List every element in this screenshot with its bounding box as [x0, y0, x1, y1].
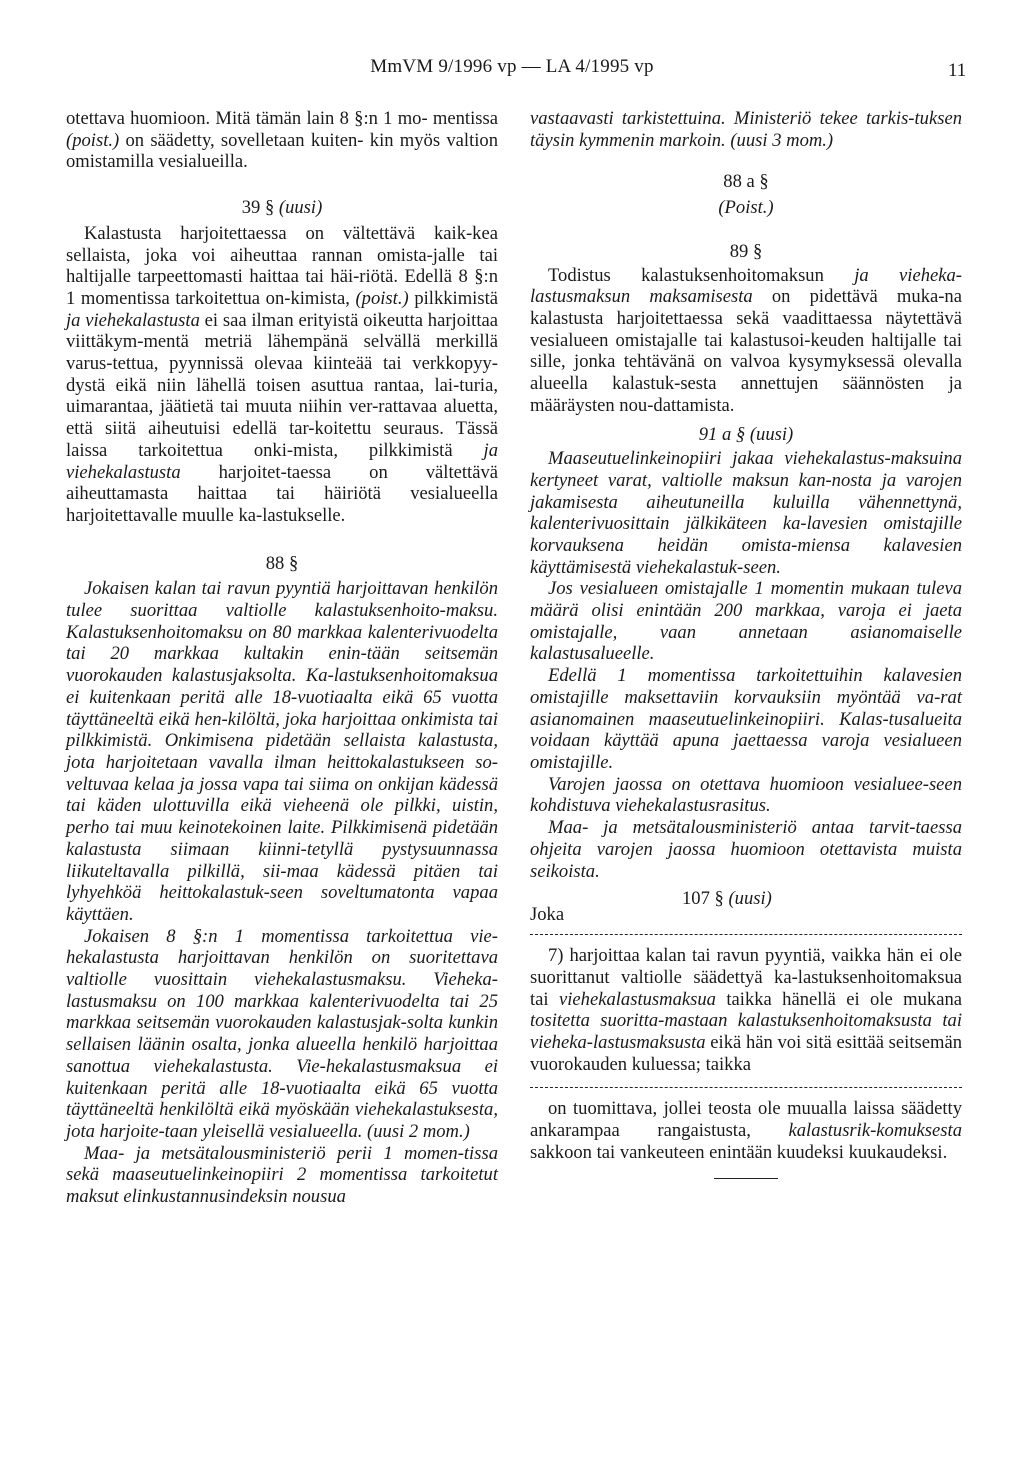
page-header [0, 56, 1024, 78]
item-7-text [530, 945, 962, 1075]
amended-text: tositetta suoritta-mastaan kalastuksenhoitomaksusta tai viehekа-lastusmaksusta [530, 1010, 962, 1054]
text-run: harjoitet-taessa on vältettävä aiheuttamasta haittaa tai häiriötä vesialueella harjoitettavalle muulle ka-lastukselle. [66, 461, 498, 526]
intro-deletion-note: (poist.) [66, 129, 120, 151]
section-88-heading: 88 § [265, 552, 299, 574]
omission-dashes [530, 1087, 962, 1088]
section-89-text [530, 265, 962, 417]
page-number: 11 [948, 60, 967, 81]
section-88-continuation: vastaavasti tarkistettuina. Ministeriö tekee tarkis-tuksen täysin kymmenin markoin. (uusi 3 mom.) [530, 108, 962, 151]
section-91a-paragraph-5: Maa- ja metsätalousministeriö antaa tarvit-taessa ohjeita varojen jaossa huomioon otettavista muista seikoista. [530, 817, 962, 882]
section-88-paragraph-2: Jokaisen 8 §:n 1 momentissa tarkoitettua vie-hekalastusta harjoittavan henkilön on suoritettava valtiolle vuosittain viehekalastusmaksu. Viehekа-lastusmaksu on 100 markkaa kalenterivuodelta tai 25 markkaa seitsemän vuorokauden kalastusjak-solta kunkin sellaisen läänin osalta, jonka alueella henkilö harjoittaa sanottua viehekalastusta. Vie-hekalastusmaksua ei kuitenkaan peritä alle 18-vuotiaalta eikä 65 vuotta täyttäneeltä henkilöltä eikä myöskään viehekalastuksesta, jota harjoite-taan yleisellä vesialueella. (uusi 2 mom.) [66, 925, 498, 1142]
text-run: sakkoon tai vankeuteen enintään kuudeksi kuukaudeksi. [530, 1141, 948, 1163]
text-run: 7) harjoittaa kalan tai ravun pyyntiä, vaikka hän ei ole suorittanut valtiolle säädettyä ka-lastuksenhoitomaksua tai [530, 945, 962, 1010]
intro-line: kin myös valtion omistamilla vesialueilla. [66, 129, 498, 173]
section-91a-paragraph-3: Edellä 1 momentissa tarkoitettuihin kalavesien omistajille maksettaviin korvauksiin myöntää va-rat asianomainen maaseutuelinkeinopiiri. Kalas-tusalueita voidaan käyttää apuna jaettaessa varoja vesialueen omistajille. [530, 665, 962, 773]
amended-text: ja viehekа-lastusmaksun maksamisesta [530, 264, 962, 308]
section-91a-paragraph-2: Jos vesialueen omistajalle 1 momentin mukaan tuleva määrä olisi enintään 200 markkaa, varoja ei jaeta omistajalle, vaan annetaan asianomaiselle kalastusalueelle. [530, 578, 962, 665]
final-penalty-text [530, 1098, 962, 1163]
end-rule [714, 1178, 778, 1179]
section-88a-heading: 88 a § [723, 171, 769, 193]
text-run: Kalastusta harjoitettaessa on vältettävä kaik-kea sellaista, joka voi aiheuttaa rannan omista-jalle tai haltijalle tarpeettomasti haittaa tai häi-riötä. Edellä 8 §:n 1 momentissa tarkoitettua on-kimista, [66, 222, 498, 309]
intro-line: on säädetty, sovelletaan kuiten- [119, 129, 364, 151]
section-91a-paragraph-4: Varojen jaossa on otettava huomioon vesialuee-seen kohdistuva viehekalastusrasitus. [530, 773, 962, 817]
text-run: pilkkimistä [408, 287, 498, 309]
section-39-heading [66, 197, 498, 219]
intro-paragraph [66, 108, 498, 173]
section-91a-heading: 91 a § (uusi) [698, 424, 794, 446]
section-107-note: (uusi) [728, 888, 772, 910]
document-title: MmVM 9/1996 vp — LA 4/1995 vp [370, 56, 654, 77]
section-107-heading [682, 888, 772, 910]
joka-word: Joka [530, 904, 565, 926]
text-run: eikä hän voi sitä esittää seitsemän vuorokauden kuluessa; taikka [530, 1032, 962, 1075]
section-39-number: 39 § [241, 197, 279, 219]
section-88-paragraph-3: Maa- ja metsätalousministeriö perii 1 momen-tissa sekä maaseutuelinkeinopiiri 2 momentissa tarkoitetut maksut elinkustannusindeksin nousua [66, 1142, 498, 1208]
omission-dashes [530, 934, 962, 935]
intro-line: otettava huomioon. Mitä tämän lain 8 §:n 1 mo- [66, 108, 428, 129]
text-run: ei saa ilman erityistä oikeutta harjoittaa viittäkym-mentä metriä lähempänä selvällä merkillä varus-tettua, pyynnissä olevaa kiinteää tai verkkopyy-dystä eikä niin lähellä toisen asuttua rantaa, lai-turia, uimarantaa, jäätietä tai muuta niihin ver-rattavaa aluetta, että siitä aiheutuisi edellä tar-koitettu seuraus. Tässä laissa tarkoitettua onki-mista, pilkkimistä [66, 309, 498, 461]
section-107-heading-line [530, 888, 962, 926]
text-run: on pidettävä muka-na kalastusta harjoitettaessa sekä vaadittaessa näytettävä vesialueen omistajalle tai kalastusoi-keuden haltijalle tai sille, jonka tehtävänä on valvoa kysymyksessä olevalla alueella kalastuk-sesta annettujen säännösten ja määräysten nou-dattamista. [530, 286, 962, 416]
section-107-number: 107 § [682, 888, 729, 910]
text-run: Todistus kalastuksenhoitomaksun [548, 264, 855, 286]
amended-text: viehekalastusmaksua [558, 988, 716, 1010]
deletion-note: (poist.) [355, 287, 409, 309]
left-column [66, 108, 498, 1208]
section-89-heading: 89 § [729, 240, 763, 262]
section-88-paragraph-1: Jokaisen kalan tai ravun pyyntiä harjoittavan henkilön tulee suorittaa valtiolle kalastuksenhoito-maksu. Kalastuksenhoitomaksu on 80 markkaa kalenterivuodelta tai 20 markkaa kultakin enin-tään seitsemän vuorokauden kalastusjaksolta. Ka-lastuksenhoitomaksua ei kuitenkaan peritä alle 18-vuotiaalta eikä 65 vuotta täyttäneeltä eikä hen-kilöltä, joka harjoittaa onkimista tai pilkkimistä. Onkimisena pidetään sellaista kalastusta, jota harjoitetaan vavalla ilman heittokalastukseen so-veltuvaa kelaa ja jossa vapa tai siima on onkijan kädessä tai käden ulottuvilla eikä vieheenä ole pilkki, uistin, perho tai muu keinotekoinen laite. Pilkkimisenä pidetään kalastusta siimaan kiinni-tetyllä pystysuunnassa liikuteltavalla pilkillä, sii-maa kädessä pitäen tai lyhyehköä heittokalastuk-seen soveltumatonta vapaa käyttäen. [66, 578, 498, 925]
amended-text: ja viehekalastusta [66, 439, 498, 483]
amended-text: kalastusrik-komuksesta [788, 1120, 962, 1142]
amended-text: ja viehekalastusta [66, 309, 200, 331]
section-39-note: (uusi) [278, 197, 323, 219]
intro-line: mentissa [432, 108, 498, 129]
section-91a-paragraph-1: Maaseutuelinkeinopiiri jakaa viehekalastus-maksuina kertyneet varat, valtiolle maksun kan-nosta ja varojen jakamisesta aiheutuneilla kuluilla vähennettynä, kalenterivuosittain jälkikäteen ka-lavesien omistajille korvauksena heidän omista-miensa kalavesien käyttämisestä viehekalastuk-seen. [530, 448, 962, 578]
section-88a-note: (Poist.) [718, 197, 774, 219]
text-run: on tuomittava, jollei teosta ole muualla laissa säädetty ankarampaa rangaistusta, [530, 1098, 962, 1142]
text-run: taikka hänellä ei ole mukana [715, 988, 963, 1010]
section-39-text [66, 223, 498, 527]
right-column [530, 108, 962, 1179]
